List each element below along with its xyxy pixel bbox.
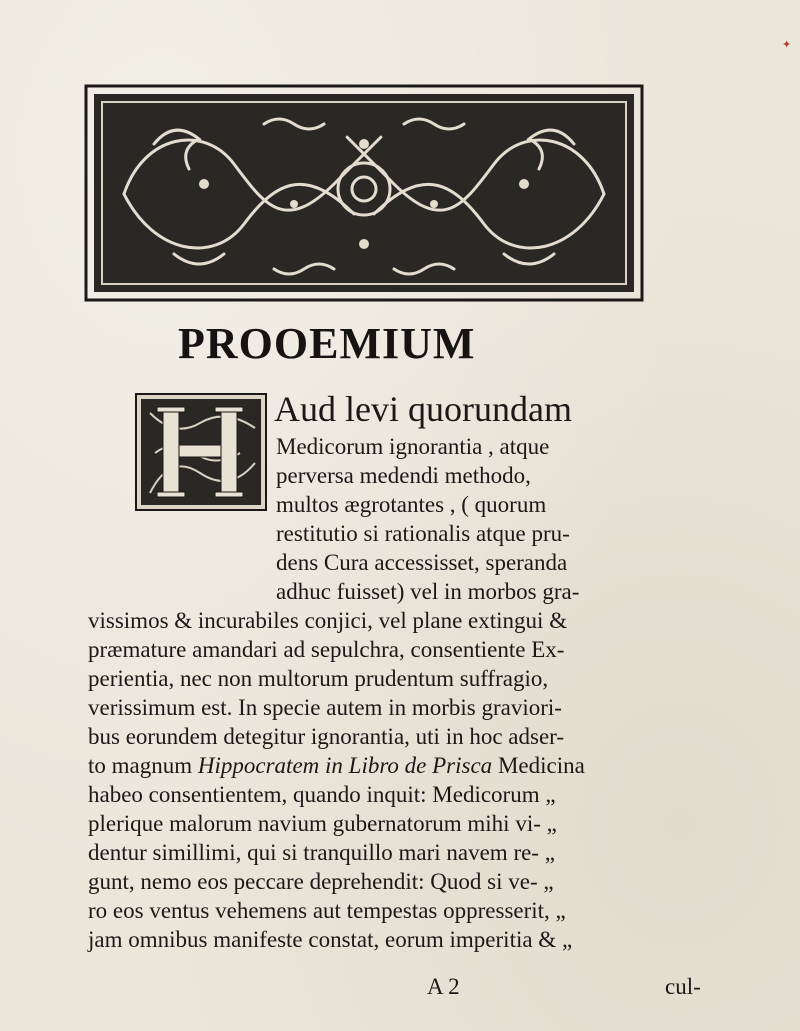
text-line: adhuc fuisset) vel in morbos gra- <box>276 579 580 604</box>
text-line: perientia, nec non multorum prudentum suffragio, <box>88 666 549 691</box>
text-line: Medicorum ignorantia , atque <box>276 434 550 459</box>
text-line: plerique malorum navium gubernatorum mihi vi- „ <box>88 811 557 836</box>
signature-mark: A 2 <box>427 974 460 999</box>
text-segment: to magnum <box>88 753 198 778</box>
text-line: bus eorundem detegitur ignorantia, uti in hoc adser- <box>88 724 565 749</box>
text-line: verissimum est. In specie autem in morbis graviori- <box>88 695 562 720</box>
text-line: vissimos & incurabiles conjici, vel plane extingui & <box>88 608 568 633</box>
text-line: multos ægrotantes , ( quorum <box>276 492 547 517</box>
catchword: cul- <box>665 974 701 999</box>
text-line: gunt, nemo eos peccare deprehendit: Quod si ve- „ <box>88 869 554 894</box>
text-line-first: Aud levi quorundam <box>274 389 572 429</box>
text-line: dens Cura accessisset, speranda <box>276 550 568 575</box>
text-line: ro eos ventus vehemens aut tempestas oppresserit, „ <box>88 898 566 923</box>
text-line-citation <box>88 753 585 779</box>
text-line: restitutio si rationalis atque pru- <box>276 521 570 546</box>
page-title: PROOEMIUM <box>178 319 476 368</box>
text-line: dentur simillimi, qui si tranquillo mari navem re- „ <box>88 840 555 865</box>
text-line: habeo consentientem, quando inquit: Medicorum „ <box>88 782 556 807</box>
decorated-initial-h-icon <box>135 393 267 511</box>
text-segment: Medicina <box>492 753 585 778</box>
text-line: præmature amandari ad sepulchra, consentiente Ex- <box>88 637 565 662</box>
text-line: jam omnibus manifeste constat, eorum imperitia & „ <box>88 927 573 952</box>
corner-mark-icon: ✦ <box>782 38 792 51</box>
text-line: perversa medendi methodo, <box>276 463 531 488</box>
cited-work: Hippocratem in Libro de Prisca <box>197 753 493 778</box>
ornamental-headpiece-icon <box>84 84 644 302</box>
